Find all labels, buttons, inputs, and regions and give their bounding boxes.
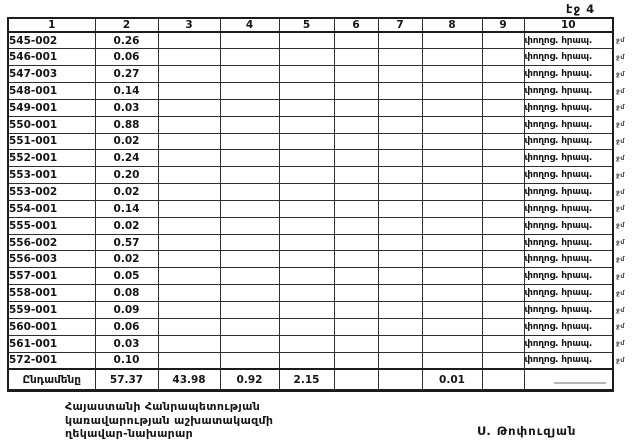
street-note-cell: փողոց. հրապ. — [524, 184, 613, 201]
empty-cell — [158, 99, 220, 116]
empty-cell — [334, 150, 378, 167]
empty-cell — [422, 251, 482, 268]
empty-cell — [422, 318, 482, 335]
margin-mark: ջմ — [616, 271, 625, 280]
code-cell: 551-001 — [8, 133, 95, 150]
empty-cell — [334, 318, 378, 335]
empty-cell — [422, 335, 482, 352]
empty-cell — [482, 302, 524, 319]
column-header-5: 5 — [279, 18, 334, 32]
value-cell: 0.06 — [95, 318, 158, 335]
empty-cell — [220, 133, 279, 150]
empty-cell — [378, 302, 422, 319]
empty-cell — [158, 133, 220, 150]
empty-cell — [220, 318, 279, 335]
value-cell: 0.20 — [95, 167, 158, 184]
empty-cell — [482, 217, 524, 234]
empty-cell — [220, 335, 279, 352]
code-cell: 553-002 — [8, 184, 95, 201]
street-note-cell: փողոց. հրապ. — [524, 285, 613, 302]
value-cell: 0.06 — [95, 49, 158, 66]
empty-cell — [279, 66, 334, 83]
empty-cell — [482, 200, 524, 217]
code-cell: 555-001 — [8, 217, 95, 234]
code-cell: 558-001 — [8, 285, 95, 302]
total-row — [8, 369, 613, 391]
margin-mark: ջմ — [616, 187, 625, 196]
empty-cell — [482, 116, 524, 133]
value-cell: 0.02 — [95, 184, 158, 201]
code-cell: 572-001 — [8, 352, 95, 369]
empty-cell — [279, 318, 334, 335]
empty-cell — [378, 285, 422, 302]
table-row — [8, 268, 613, 285]
empty-cell — [422, 217, 482, 234]
value-cell: 0.09 — [95, 302, 158, 319]
empty-cell — [378, 268, 422, 285]
total-value-cell: 57.37 — [95, 369, 158, 391]
total-value-cell — [378, 369, 422, 391]
total-value-cell — [524, 369, 613, 391]
code-cell: 556-002 — [8, 234, 95, 251]
empty-cell — [334, 167, 378, 184]
empty-cell — [334, 66, 378, 83]
empty-cell — [220, 32, 279, 49]
empty-cell — [279, 116, 334, 133]
column-header-10: 10 — [524, 18, 613, 32]
margin-mark: ջմ — [616, 69, 625, 78]
value-cell: 0.02 — [95, 133, 158, 150]
margin-mark: ջմ — [616, 120, 625, 129]
empty-cell — [422, 352, 482, 369]
empty-cell — [279, 167, 334, 184]
margin-mark: ջմ — [616, 36, 625, 44]
empty-cell — [482, 150, 524, 167]
code-cell: 560-001 — [8, 318, 95, 335]
street-note-cell: փողոց. հրապ. — [524, 116, 613, 133]
empty-cell — [279, 352, 334, 369]
empty-cell — [378, 66, 422, 83]
value-cell: 0.57 — [95, 234, 158, 251]
empty-cell — [158, 335, 220, 352]
empty-cell — [158, 150, 220, 167]
empty-cell — [334, 352, 378, 369]
empty-cell — [422, 66, 482, 83]
empty-cell — [422, 285, 482, 302]
empty-cell — [422, 83, 482, 100]
empty-cell — [279, 83, 334, 100]
empty-cell — [482, 66, 524, 83]
empty-cell — [279, 184, 334, 201]
empty-cell — [158, 217, 220, 234]
margin-mark: ջմ — [616, 322, 625, 331]
empty-cell — [482, 184, 524, 201]
empty-cell — [334, 217, 378, 234]
empty-cell — [334, 285, 378, 302]
street-note-cell: փողոց. հրապ. — [524, 66, 613, 83]
total-label-cell: Ընդամենը — [8, 369, 95, 391]
margin-mark: ջմ — [616, 204, 625, 213]
empty-cell — [334, 251, 378, 268]
value-cell: 0.10 — [95, 352, 158, 369]
table-row — [8, 66, 613, 83]
empty-cell — [158, 116, 220, 133]
empty-cell — [378, 32, 422, 49]
empty-cell — [378, 83, 422, 100]
code-cell: 557-001 — [8, 268, 95, 285]
empty-cell — [422, 268, 482, 285]
margin-mark: ջմ — [616, 153, 625, 162]
empty-cell — [158, 83, 220, 100]
empty-cell — [158, 302, 220, 319]
column-header-8: 8 — [422, 18, 482, 32]
empty-cell — [220, 200, 279, 217]
margin-mark: ջմ — [616, 221, 625, 230]
value-cell: 0.14 — [95, 83, 158, 100]
empty-cell — [422, 184, 482, 201]
column-header-1: 1 — [8, 18, 95, 32]
column-header-6: 6 — [334, 18, 378, 32]
empty-cell — [220, 167, 279, 184]
empty-cell — [378, 352, 422, 369]
empty-cell — [482, 32, 524, 49]
empty-cell — [158, 32, 220, 49]
column-header-3: 3 — [158, 18, 220, 32]
margin-mark: ջմ — [616, 238, 625, 247]
empty-cell — [279, 335, 334, 352]
empty-cell — [334, 32, 378, 49]
table-row — [8, 251, 613, 268]
table-row — [8, 32, 613, 49]
empty-cell — [220, 217, 279, 234]
data-table — [7, 17, 614, 392]
signature-name: Ս. Թոփուզյան — [477, 424, 577, 438]
value-cell: 0.08 — [95, 285, 158, 302]
empty-cell — [158, 268, 220, 285]
empty-cell — [378, 150, 422, 167]
total-value-cell — [334, 369, 378, 391]
empty-cell — [378, 335, 422, 352]
street-note-cell: փողոց. հրապ. — [524, 200, 613, 217]
street-note-cell: փողոց. հրապ. — [524, 167, 613, 184]
street-note-cell: փողոց. հրապ. — [524, 335, 613, 352]
margin-mark: ջմ — [616, 103, 625, 112]
empty-cell — [334, 268, 378, 285]
code-cell: 559-001 — [8, 302, 95, 319]
empty-cell — [334, 116, 378, 133]
empty-cell — [482, 268, 524, 285]
empty-cell — [334, 184, 378, 201]
column-header-4: 4 — [220, 18, 279, 32]
empty-cell — [220, 116, 279, 133]
empty-cell — [220, 49, 279, 66]
code-cell: 549-001 — [8, 99, 95, 116]
value-cell: 0.02 — [95, 217, 158, 234]
empty-cell — [220, 352, 279, 369]
table-row — [8, 285, 613, 302]
empty-cell — [220, 184, 279, 201]
code-cell: 547-003 — [8, 66, 95, 83]
empty-cell — [378, 133, 422, 150]
empty-cell — [334, 99, 378, 116]
empty-cell — [334, 335, 378, 352]
empty-cell — [422, 99, 482, 116]
code-cell: 548-001 — [8, 83, 95, 100]
empty-cell — [220, 83, 279, 100]
empty-cell — [422, 32, 482, 49]
empty-cell — [378, 251, 422, 268]
empty-cell — [158, 184, 220, 201]
empty-cell — [334, 302, 378, 319]
street-note-cell: փողոց. հրապ. — [524, 217, 613, 234]
value-cell: 0.26 — [95, 32, 158, 49]
empty-cell — [422, 150, 482, 167]
empty-cell — [279, 302, 334, 319]
table-row — [8, 200, 613, 217]
table-row — [8, 83, 613, 100]
code-cell: 556-003 — [8, 251, 95, 268]
total-value-cell — [482, 369, 524, 391]
empty-cell — [158, 200, 220, 217]
total-value-cell: 43.98 — [158, 369, 220, 391]
margin-mark: ջմ — [616, 170, 625, 179]
empty-cell — [378, 49, 422, 66]
empty-cell — [378, 99, 422, 116]
value-cell: 0.03 — [95, 99, 158, 116]
empty-cell — [482, 83, 524, 100]
empty-cell — [482, 285, 524, 302]
street-note-cell: փողոց. հրապ. — [524, 251, 613, 268]
empty-cell — [482, 352, 524, 369]
empty-cell — [279, 32, 334, 49]
street-note-cell: փողոց. հրապ. — [524, 318, 613, 335]
code-cell: 546-001 — [8, 49, 95, 66]
empty-cell — [158, 318, 220, 335]
empty-cell — [482, 318, 524, 335]
empty-cell — [422, 116, 482, 133]
value-cell: 0.27 — [95, 66, 158, 83]
street-note-cell: փողոց. հրապ. — [524, 32, 613, 49]
table-row — [8, 318, 613, 335]
empty-cell — [158, 285, 220, 302]
column-header-2: 2 — [95, 18, 158, 32]
footer-org-line: Հայաստանի Հանրապետության — [65, 400, 261, 413]
street-note-cell: փողոց. հրապ. — [524, 268, 613, 285]
empty-cell — [422, 234, 482, 251]
value-cell: 0.88 — [95, 116, 158, 133]
footer-org-line: ղեկավար-նախարար — [65, 427, 194, 440]
empty-cell — [279, 99, 334, 116]
empty-cell — [378, 234, 422, 251]
empty-cell — [220, 150, 279, 167]
empty-cell — [279, 234, 334, 251]
street-note-cell: փողոց. հրապ. — [524, 150, 613, 167]
empty-cell — [158, 167, 220, 184]
value-cell: 0.24 — [95, 150, 158, 167]
value-cell: 0.02 — [95, 251, 158, 268]
code-cell: 554-001 — [8, 200, 95, 217]
total-value-cell: 0.01 — [422, 369, 482, 391]
table-row — [8, 184, 613, 201]
empty-cell — [422, 49, 482, 66]
margin-marks — [616, 31, 625, 368]
table-row — [8, 167, 613, 184]
empty-cell — [220, 99, 279, 116]
code-cell: 553-001 — [8, 167, 95, 184]
empty-cell — [158, 49, 220, 66]
street-note-cell: փողոց. հրապ. — [524, 234, 613, 251]
empty-cell — [279, 268, 334, 285]
street-note-cell: փողոց. հրապ. — [524, 99, 613, 116]
empty-cell — [334, 200, 378, 217]
margin-mark: ջմ — [616, 356, 625, 365]
column-header-row — [8, 18, 613, 32]
empty-cell — [279, 251, 334, 268]
empty-cell — [220, 251, 279, 268]
empty-cell — [378, 318, 422, 335]
margin-mark: ջմ — [616, 137, 625, 146]
empty-cell — [334, 49, 378, 66]
value-cell: 0.05 — [95, 268, 158, 285]
empty-cell — [422, 167, 482, 184]
empty-cell — [482, 234, 524, 251]
footer-org-line: կառավարության աշխատակազմի — [65, 413, 274, 427]
empty-cell — [482, 251, 524, 268]
table-row — [8, 133, 613, 150]
street-note-cell: փողոց. հրապ. — [524, 133, 613, 150]
empty-cell — [422, 302, 482, 319]
empty-cell — [220, 268, 279, 285]
value-cell: 0.03 — [95, 335, 158, 352]
empty-cell — [220, 302, 279, 319]
margin-mark: ջմ — [616, 305, 625, 314]
street-note-cell: փողոց. հրապ. — [524, 352, 613, 369]
empty-cell — [482, 167, 524, 184]
table-row — [8, 335, 613, 352]
empty-cell — [279, 150, 334, 167]
empty-cell — [279, 49, 334, 66]
empty-cell — [158, 352, 220, 369]
table-row — [8, 49, 613, 66]
table-row — [8, 217, 613, 234]
empty-cell — [279, 217, 334, 234]
empty-cell — [334, 133, 378, 150]
empty-cell — [378, 200, 422, 217]
empty-cell — [482, 99, 524, 116]
table-row — [8, 234, 613, 251]
empty-cell — [378, 217, 422, 234]
empty-cell — [279, 133, 334, 150]
street-note-cell: փողոց. հրապ. — [524, 302, 613, 319]
empty-cell — [220, 285, 279, 302]
margin-mark: ջմ — [616, 52, 625, 61]
table-row — [8, 150, 613, 167]
total-value-cell: 2.15 — [279, 369, 334, 391]
table-row — [8, 116, 613, 133]
street-note-cell: փողոց. հրապ. — [524, 49, 613, 66]
empty-cell — [378, 116, 422, 133]
margin-mark: ջմ — [616, 86, 625, 95]
table-row — [8, 302, 613, 319]
empty-cell — [279, 285, 334, 302]
empty-cell — [334, 234, 378, 251]
empty-cell — [158, 234, 220, 251]
margin-mark: ջմ — [616, 339, 625, 348]
empty-cell — [158, 66, 220, 83]
empty-cell — [279, 200, 334, 217]
column-header-7: 7 — [378, 18, 422, 32]
empty-cell — [220, 66, 279, 83]
empty-cell — [482, 335, 524, 352]
empty-cell — [482, 49, 524, 66]
empty-cell — [422, 133, 482, 150]
empty-cell — [334, 83, 378, 100]
empty-cell — [482, 133, 524, 150]
empty-cell — [220, 234, 279, 251]
footer-organization — [65, 400, 273, 441]
empty-cell — [422, 200, 482, 217]
column-header-9: 9 — [482, 18, 524, 32]
table-row — [8, 352, 613, 369]
code-cell: 545-002 — [8, 32, 95, 49]
margin-mark: ջմ — [616, 288, 625, 297]
code-cell: 550-001 — [8, 116, 95, 133]
value-cell: 0.14 — [95, 200, 158, 217]
margin-mark: ջմ — [616, 254, 625, 263]
code-cell: 561-001 — [8, 335, 95, 352]
table-row — [8, 99, 613, 116]
empty-cell — [158, 251, 220, 268]
empty-cell — [378, 184, 422, 201]
street-note-cell: փողոց. հրապ. — [524, 83, 613, 100]
empty-cell — [378, 167, 422, 184]
page-number-label: էջ 4 — [566, 2, 596, 16]
code-cell: 552-001 — [8, 150, 95, 167]
total-value-cell: 0.92 — [220, 369, 279, 391]
